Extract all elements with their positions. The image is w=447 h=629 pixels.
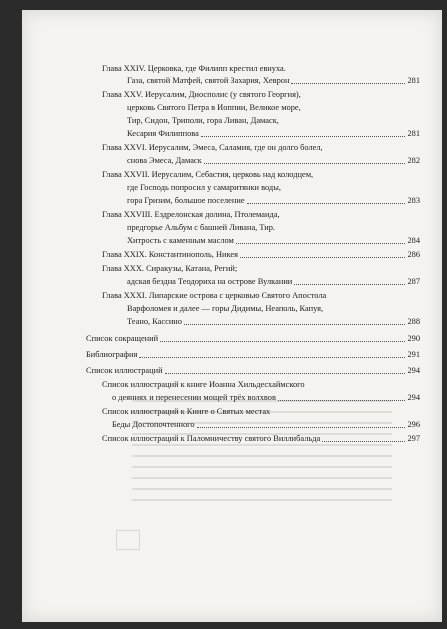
toc-entry: Глава XXIX. Константинополь, Никея 286: [102, 250, 420, 259]
toc-line: Глава XXVI. Иерусалим, Эмеса, Саламия, где он долго болел,: [102, 143, 323, 152]
toc-entry: адская бездна Теодориха на острове Вулкании 287: [127, 277, 420, 286]
toc-line: Глава XXV. Иерусалим, Диосполис (у святого Георгия),: [102, 90, 301, 99]
toc-line: Глава XXVII. Иерусалим, Себастия, церковь над колодцем,: [102, 170, 314, 179]
toc-entry: Список иллюстраций 294: [86, 366, 420, 375]
toc-line: Варфоломея и далее — горы Дидимы, Неаполь, Капуя,: [127, 304, 324, 313]
page-number: 281: [407, 129, 420, 138]
page-number: 281: [407, 76, 420, 85]
toc-line: Список иллюстраций к Книге о Святых местах: [102, 407, 271, 416]
toc-line: Список иллюстраций к книге Иоанна Хильдесхаймского: [102, 380, 305, 389]
show-through-text: [132, 400, 392, 520]
toc-line: Тир, Сидон, Триполи, гора Ливан, Дамаск,: [127, 116, 279, 125]
toc-line: где Господь попросил у самаритянки воды,: [127, 183, 281, 192]
page-number: 290: [407, 334, 420, 343]
toc-entry: Беды Достопочтенного 296: [112, 420, 420, 429]
toc-entry: Список сокращений 290: [86, 334, 420, 343]
toc-entry: о деяниях и перенесении мощей трёх волхвов 294: [112, 393, 420, 402]
page-number: 283: [407, 196, 420, 205]
toc-entry: гора Гризим, большое поселение 283: [127, 196, 420, 205]
toc-line: Глава XXXI. Липарские острова с церковью Святого Апостола: [102, 291, 327, 300]
page-number: 284: [407, 236, 420, 245]
toc-entry: Кесария Филиппова 281: [127, 129, 420, 138]
page-number: 291: [407, 350, 420, 359]
page-number: 294: [407, 393, 420, 402]
book-page: [22, 10, 442, 622]
page-number: 288: [407, 317, 420, 326]
page-number: 297: [407, 434, 420, 443]
page-number: 287: [407, 277, 420, 286]
toc-entry: Хитрость с каменным маслом 284: [127, 236, 420, 245]
toc-entry: Библиография 291: [86, 350, 420, 359]
toc-line: Глава XXIV. Церковка, где Филипп крестил евнуха.: [102, 64, 286, 73]
page-number: 294: [407, 366, 420, 375]
page-number: 282: [407, 156, 420, 165]
page-number: 286: [407, 250, 420, 259]
toc-line: предгорье Альбум с башней Ливана, Тир.: [127, 223, 276, 232]
toc-line: Глава XXVIII. Ездрелонская долина, Птолемаида,: [102, 210, 280, 219]
toc-entry: снова Эмеса, Дамаск 282: [127, 156, 420, 165]
toc-entry: Газа, святой Матфей, святой Захария, Хеврон 281: [127, 76, 420, 85]
toc-entry: Список иллюстраций к Паломничеству святого Виллибальда 297: [102, 434, 420, 443]
page-number: 296: [407, 420, 420, 429]
toc-entry: Теано, Кассино 288: [127, 317, 420, 326]
toc-line: Глава XXX. Сиракузы, Катана, Регий;: [102, 264, 238, 273]
show-through-mark: [116, 530, 140, 550]
toc-line: церковь Святого Петра в Иоппии, Великое море,: [127, 103, 301, 112]
